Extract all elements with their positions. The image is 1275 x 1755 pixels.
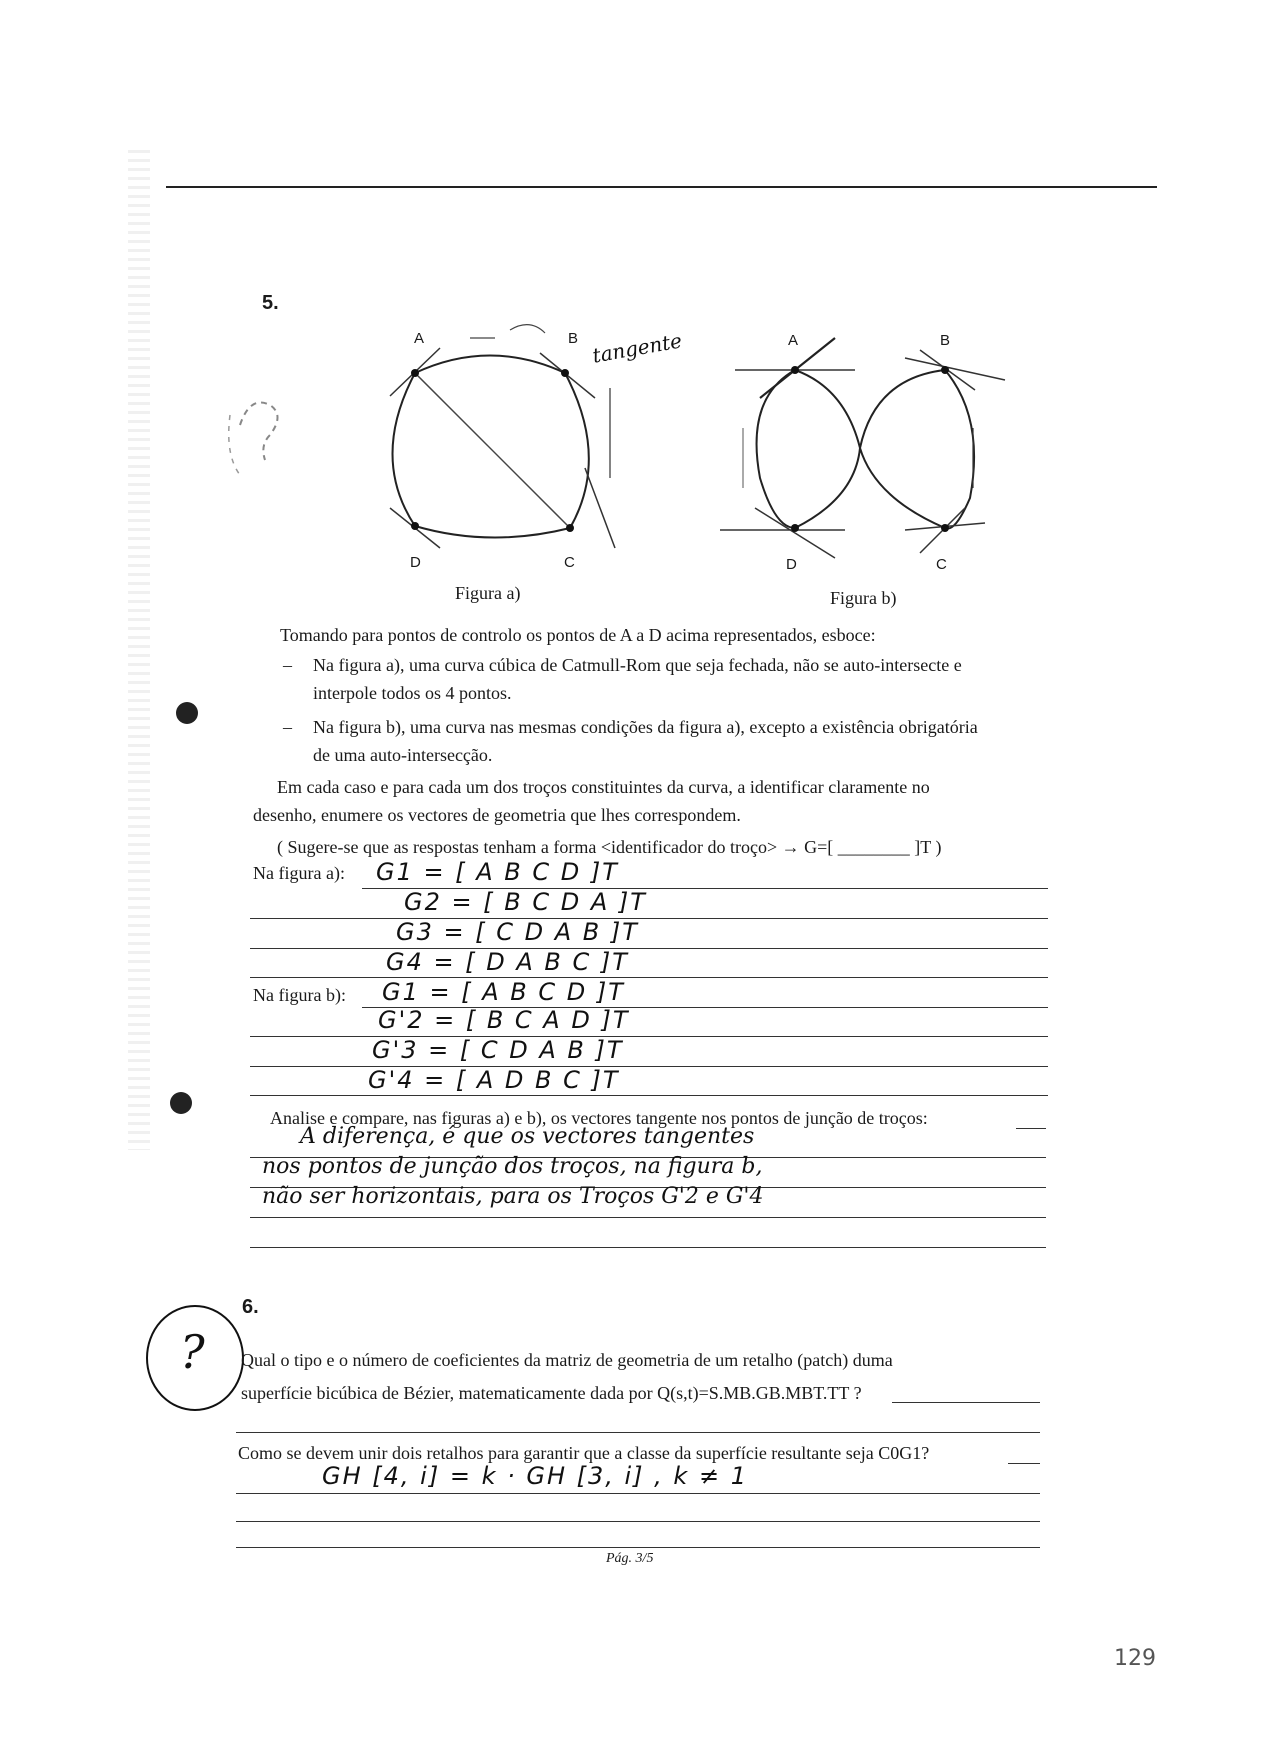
answer-line	[250, 948, 1048, 949]
header-rule	[166, 186, 1157, 188]
handwritten-page-number: 129	[1114, 1646, 1156, 1671]
fig-b-point-d: D	[786, 556, 797, 573]
q6-question2: Como se devem unir dois retalhos para garantir que a classe da superfície resultante seja C0G1?	[238, 1443, 930, 1463]
bullet-dash: –	[283, 655, 292, 675]
margin-dot	[170, 1092, 192, 1114]
answer-line	[1008, 1463, 1040, 1464]
figure-b-caption: Figura b)	[830, 588, 897, 608]
compare-answer-line-2: nos pontos de junção dos troços, na figura b,	[262, 1154, 763, 1179]
answer-line	[892, 1402, 1040, 1403]
q5-intro: Tomando para pontos de controlo os pontos de A a D acima representados, esboce:	[280, 625, 876, 645]
page-footer: Pág. 3/5	[606, 1551, 654, 1566]
fig-b-answer-1: G1 = [ A B C D ]T	[382, 978, 625, 1006]
q5-bullet2-line1: Na figura b), uma curva nas mesmas condições da figura a), excepto a existência obrigatória	[313, 717, 978, 737]
fig-a-point-c: C	[564, 554, 575, 571]
figure-a-caption: Figura a)	[455, 583, 521, 603]
q6-question1-line1: Qual o tipo e o número de coeficientes da matriz de geometria de um retalho (patch) duma	[241, 1350, 893, 1370]
question-5-number: 5.	[262, 292, 279, 314]
answer-line	[250, 918, 1048, 919]
q5-suggestion: ( Sugere-se que as respostas tenham a forma <identificador do troço> → G=[ ________ ]T )	[277, 837, 942, 857]
answer-line	[1016, 1128, 1046, 1129]
fig-a-annotation-tangente: tangente	[590, 328, 684, 368]
fig-a-answer-4: G4 = [ D A B C ]T	[386, 948, 629, 976]
fig-a-point-a: A	[414, 330, 425, 347]
fig-b-answer-3: G'3 = [ C D A B ]T	[372, 1036, 624, 1064]
figure-b-diagram	[715, 318, 1015, 578]
fig-b-point-a: A	[788, 332, 799, 349]
fig-b-point-b: B	[940, 332, 951, 349]
q5-bullet1-line1: Na figura a), uma curva cúbica de Catmull-Rom que seja fechada, não se auto-intersecte e	[313, 655, 962, 675]
q5-bullet1-line2: interpole todos os 4 pontos.	[313, 683, 512, 703]
figure-a-diagram	[370, 318, 630, 578]
answer-line	[236, 1521, 1040, 1522]
q6-answer2: GH [4, i] = k · GH [3, i] , k ≠ 1	[322, 1462, 748, 1490]
answer-line	[236, 1432, 1040, 1433]
q5-para-line2: desenho, enumere os vectores de geometria que lhes correspondem.	[253, 805, 741, 825]
fig-a-answer-1: G1 = [ A B C D ]T	[376, 858, 619, 886]
fig-b-point-c: C	[936, 556, 947, 573]
answer-line	[250, 977, 1048, 978]
compare-answer-line-1: A diferença, é que os vectores tangentes	[300, 1124, 755, 1149]
q6-question1-line2: superfície bicúbica de Bézier, matematicamente dada por Q(s,t)=S.MB.GB.MBT.TT ?	[241, 1383, 862, 1403]
fig-a-point-d: D	[410, 554, 421, 571]
compare-answer-line-3: não ser horizontais, para os Troços G'2 e G'4	[262, 1184, 764, 1209]
fig-b-answer-4: G'4 = [ A D B C ]T	[368, 1066, 620, 1094]
q5-compare-question: Analise e compare, nas figuras a) e b), os vectores tangente nos pontos de junção de troços:	[270, 1108, 928, 1128]
answer-line	[236, 1493, 1040, 1494]
answer-line	[250, 1036, 1048, 1037]
q5-para-line1: Em cada caso e para cada um dos troços constituintes da curva, a identificar claramente no	[277, 777, 930, 797]
fig-a-point-b: B	[568, 330, 579, 347]
question-6-number: 6.	[242, 1296, 259, 1318]
answer-line	[250, 1247, 1046, 1248]
bullet-dash: –	[283, 717, 292, 737]
fig-b-answer-2: G'2 = [ B C A D ]T	[378, 1006, 630, 1034]
scan-edge-artifact	[128, 150, 150, 1150]
fig-b-answer-label: Na figura b):	[253, 985, 346, 1005]
answer-line	[250, 1095, 1048, 1096]
fig-a-answer-2: G2 = [ B C D A ]T	[404, 888, 647, 916]
answer-line	[236, 1547, 1040, 1548]
margin-dot	[176, 702, 198, 724]
fig-a-answer-label: Na figura a):	[253, 863, 345, 883]
q5-bullet2-line2: de uma auto-intersecção.	[313, 745, 493, 765]
fig-a-answer-3: G3 = [ C D A B ]T	[396, 918, 639, 946]
margin-question-sketch	[220, 385, 320, 485]
answer-line	[250, 1217, 1046, 1218]
margin-question-mark: ?	[180, 1325, 205, 1379]
